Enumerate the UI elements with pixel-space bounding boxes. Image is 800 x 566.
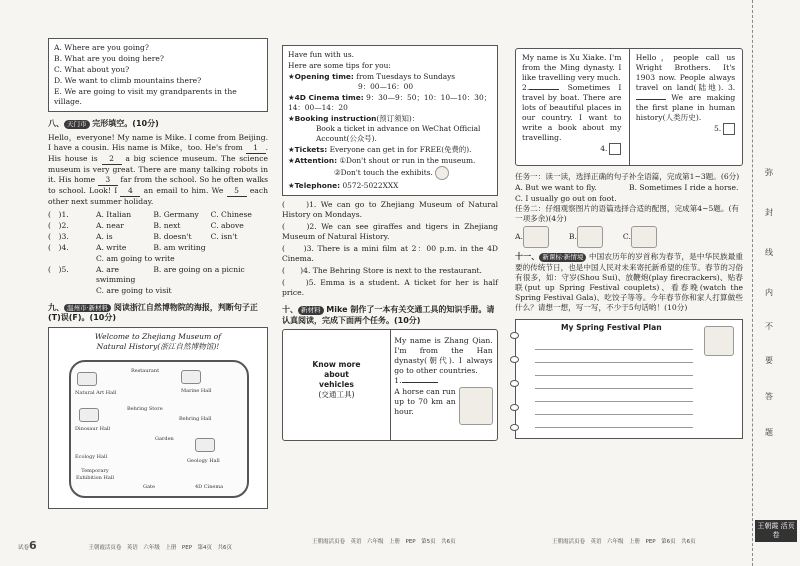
- answer-blank[interactable]: [529, 89, 559, 90]
- poster-title: Welcome to Zhejiang Museum of: [94, 331, 222, 341]
- answer-blank[interactable]: [402, 382, 438, 383]
- writing-lines[interactable]: [535, 337, 693, 428]
- museum-tips-box: Have fun with us. Here are some tips for you: ★Opening time: from Tuesdays to Sundays 9：00—16：00 ★4D Cinema time: 9：30—9：50；10：10—10：30；14：00—14：20 ★Booking instruction(预订须知)： Book a ticket in advance on WeChat Official Account(公众号). ★Tickets: Everyone can get in for FREE(免费的). ★Attention: ①Don't shout or run in the museum. ②Don't touch the exhibits. ★Telephone: 0572-5022XXX: [282, 45, 498, 196]
- hall-label: Behring Hall: [179, 415, 212, 422]
- option-line: E. We are going to visit my grandparents in the village.: [54, 87, 237, 107]
- section-10-heading: 十、 新材料 Mike 制作了一本有关交通工具的知识手册。请认真阅读，完成下面两个任务。(10分): [282, 305, 495, 325]
- travel-book: [515, 48, 743, 166]
- choice-row[interactable]: ( )5. A. are swimming B. are going on a picnic: [48, 264, 245, 284]
- tf-question[interactable]: ( )3. There is a mini film at 2：00 p.m. in the 4D Cinema.: [282, 244, 498, 264]
- plane-icon: [631, 226, 657, 248]
- footer-3: 王朝霞活页卷 英语 六年级 上册 PEP 第6页 共6页: [552, 539, 696, 545]
- blank-3[interactable]: 3: [98, 175, 118, 186]
- task-1: 任务一：读一读，选择正确的句子补全语篇，完成第1~3题。(6分) A. But we want to fly. B. Sometimes I ride a horse. C. I usually go out on foot. 任务二：仔细观察图片的语篇选择合适的配图，完成第4~5题。(有一项多余)(4分) A. B. C.: [515, 172, 743, 248]
- museum-poster: [48, 327, 268, 509]
- region-tag: 新材料: [298, 306, 324, 315]
- section-11: 十一、 新课标·新情境 中国农历年的岁首称为春节，是中华民族最重要的传统节日，也是中国人民对未来寄托新希望的佳节。春节的习俗有很多，如：守岁(Shou Sui)、放鞭炮(play firecrackers)、贴春联(put up Spring Festival couplets)、看春晚(watch the Spring Festival Gala)、吃饺子等等。今年春节你和家人打算做些什么？请想一想，写一写，不少于5句话哟！(10分): [515, 252, 743, 312]
- hall-label: Ecology Hall: [75, 453, 108, 460]
- option-line: D. We want to climb mountains there?: [54, 76, 202, 86]
- book-page-zhang-qian: My name is Zhang Qian. I'm from the Han dynasty(朝代). I always go to other countries. 1. A horse can run up to 70 km an hour.: [394, 336, 492, 424]
- option-line: B. What are you doing here?: [54, 54, 164, 64]
- rock-icon: [195, 438, 215, 452]
- hall-label: Behring Store: [127, 405, 163, 412]
- child-icon: [704, 326, 734, 356]
- region-tag: 天门市: [64, 120, 90, 129]
- tf-question[interactable]: ( )2. We can see giraffes and tigers in Zhejiang Museum of Natural History.: [282, 222, 498, 242]
- book-page-wright: Hello，people call us Wright Brothers. It's 1903 now. People always travel on land(陆地). 3. We are making the first plane in human history(人类历史). 5.: [635, 53, 736, 134]
- section-9-heading: 九、 温州市·新材料 阅读浙江自然博物院的海报，判断句子正(T)误(F)。(10分): [48, 302, 258, 323]
- region-tag: 温州市·新材料: [64, 304, 111, 313]
- spring-plan-box: [515, 319, 743, 439]
- section-8-heading: 八、 天门市 完形填空。(10分): [48, 119, 159, 129]
- answer-blank[interactable]: [636, 99, 666, 100]
- column-3: [515, 48, 743, 439]
- hall-label: 4D Cinema: [195, 483, 224, 490]
- plan-title: My Spring Festival Plan: [561, 322, 662, 332]
- column-2: [282, 45, 498, 441]
- fish-icon: [181, 370, 201, 384]
- book-cover-title: Know more about vehicles (交通工具): [312, 360, 361, 400]
- dinosaur-icon: [79, 408, 99, 422]
- horse-rider-icon: [459, 387, 493, 425]
- hall-label: Restaurant: [131, 367, 160, 374]
- hall-label: Geology Hall: [187, 457, 220, 464]
- blank-4[interactable]: 4: [120, 186, 140, 197]
- hall-label: Dinosaur Hall: [75, 425, 111, 432]
- choice-row[interactable]: ( )3. A. is B. doesn't C. isn't: [48, 231, 238, 241]
- hall-label: Temporary Exhibition Hall: [75, 467, 115, 481]
- binding-strip: 弥 封 线 内 不 要 答 题 王朝霞 活页卷: [752, 0, 800, 566]
- hall-label: Marine Hall: [181, 387, 212, 394]
- footer-1: 试卷6 王朝霞活页卷 英语 六年级 上册 PEP 第4页 共6页: [18, 539, 233, 552]
- choice-list: [48, 210, 268, 296]
- blank-1[interactable]: 1: [246, 143, 266, 154]
- tf-question[interactable]: ( )4. The Behring Store is next to the restaurant.: [282, 266, 482, 276]
- picture-options: A. B. C.: [515, 226, 743, 248]
- option-line: A. Where are you going?: [54, 43, 149, 52]
- choice-row[interactable]: C. am going to write: [96, 253, 175, 263]
- no-touch-icon: [435, 166, 449, 180]
- tf-questions: [282, 200, 498, 298]
- blank-2[interactable]: 2: [102, 154, 122, 165]
- choice-row[interactable]: ( )2. A. near B. next C. above: [48, 220, 244, 230]
- museum-map: [69, 360, 249, 498]
- poster-subtitle: Natural History(浙江自然博物馆)!: [96, 341, 220, 351]
- choice-row[interactable]: C. are going to visit: [96, 285, 172, 295]
- vehicle-book: [282, 329, 498, 441]
- cloze-passage: Hello，everyone! My name is Mike. I come from Beijing. I have a cousin. His name is Mike，too. He's from 1 . His house is 2 a big science museum. The science museum is very great. There are many talking robots in it. His home 3 far from the school. So he often walks to school. Look! I 4 an email to him. We 5 each other next summer holiday.: [48, 132, 269, 206]
- tf-question[interactable]: ( )1. We can go to Zhejiang Museum of Natural History on Mondays.: [282, 200, 498, 220]
- region-tag: 新课标·新情境: [539, 253, 586, 262]
- footer-2: 王朝霞活页卷 英语 六年级 上册 PEP 第5页 共6页: [312, 539, 456, 545]
- book-page-xu-xiake: My name is Xu Xiake. I'm from the Ming dynasty. I like travelling very much. 2. Sometimes I travel by boat. There are lots of beautiful places in our country. I want to write a book about my travelling. 4.: [522, 53, 622, 154]
- choice-row[interactable]: ( )4. A. write B. am writing: [48, 242, 206, 252]
- hall-label: Gate: [143, 483, 155, 490]
- boat-icon: [523, 226, 549, 248]
- blank-5[interactable]: 5: [227, 186, 247, 197]
- answer-box[interactable]: [723, 123, 735, 135]
- bicycle-icon: [577, 226, 603, 248]
- hall-label: Natural Art Hall: [75, 389, 117, 396]
- choice-row[interactable]: ( )1. A. Italian B. Germany C. Chinese: [48, 209, 252, 219]
- column-1: [48, 38, 268, 509]
- option-line: C. What about you?: [54, 65, 130, 75]
- hall-label: Garden: [155, 435, 174, 442]
- tf-question[interactable]: ( )5. Emma is a student. A ticket for her is half price.: [282, 278, 498, 298]
- brand-logo: 王朝霞 活页卷: [755, 520, 797, 542]
- options-box: [48, 38, 268, 112]
- answer-box[interactable]: [609, 143, 621, 155]
- butterfly-icon: [77, 372, 97, 386]
